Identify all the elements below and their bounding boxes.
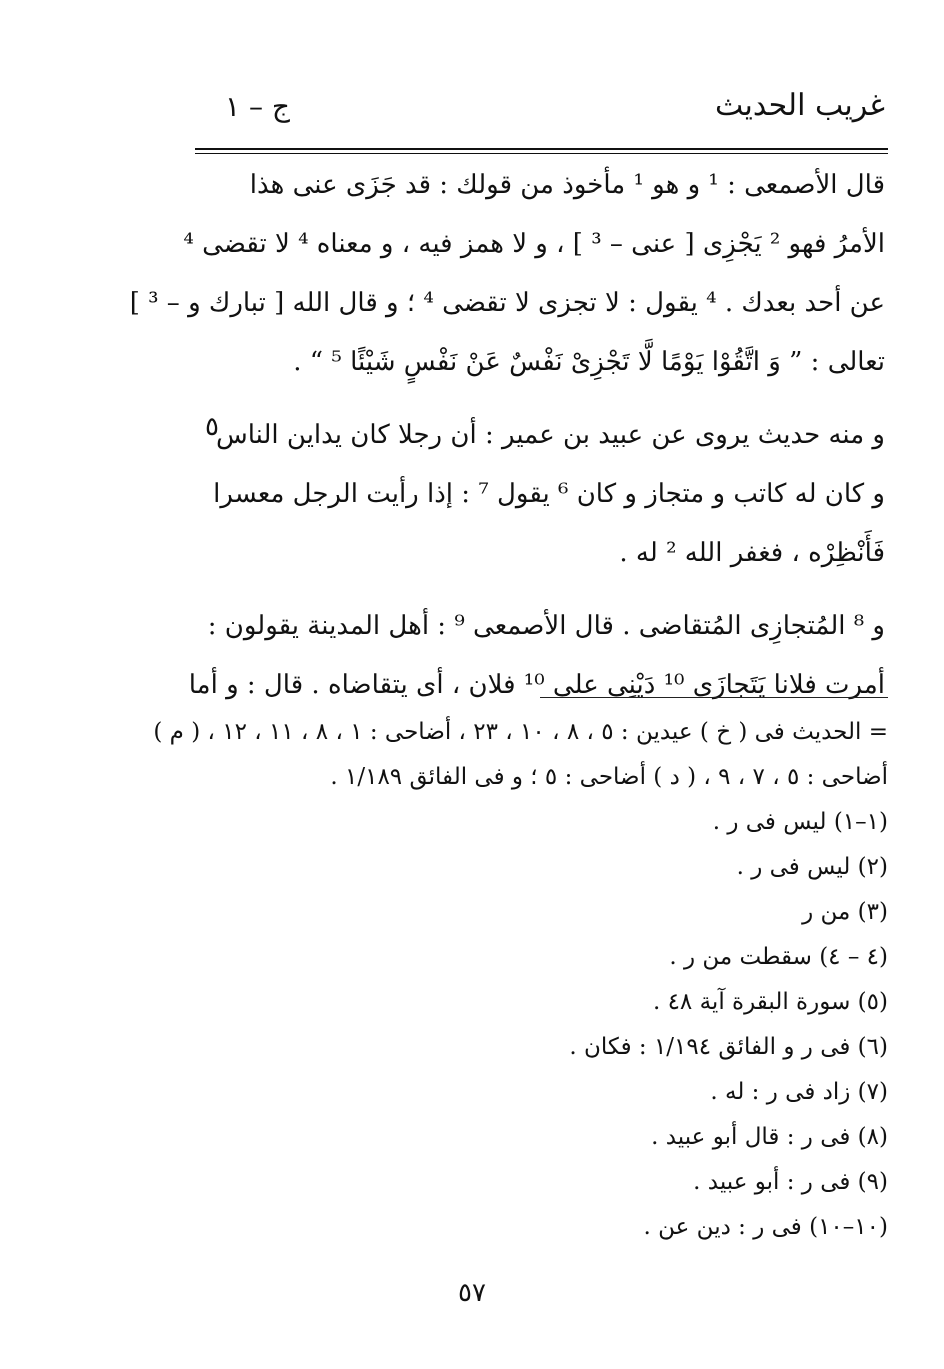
running-head [195, 88, 885, 138]
text-line: و منه حديث يروى عن عبيد بن عمير : أن رجلا كان يداين الناس [215, 420, 885, 450]
footnote-line: أضاحى : ٥ ، ٧ ، ٩ ، ( د ) أضاحى : ٥ ؛ و فى الفائق ١/١٨٩ . [330, 764, 888, 790]
footnote-line: (١–١) ليس فى ر . [712, 809, 888, 835]
footnote-line: (١٠–١٠) فى ر : دين عن . [643, 1214, 888, 1240]
page-number: ٥٧ [458, 1278, 486, 1308]
line-number-marker: ٥ [205, 412, 219, 442]
footnote-line: (٨) فى ر : قال أبو عبيد . [651, 1124, 888, 1150]
volume-number: ج – ١ [225, 90, 290, 123]
footnote-line: = الحديث فى ( خ ) عيدين : ٥ ، ٨ ، ١٠ ، ٢٣ ، أضاحى : ١ ، ٨ ، ١١ ، ١٢ ، ( م ) [153, 719, 888, 745]
text-line: عن أحد بعدك . ⁴ يقول : لا تجزى لا تقضى ⁴ ؛ و قال الله [ تبارك و – ³ ] [129, 288, 885, 318]
footnote-line: (٦) فى ر و الفائق ١/١٩٤ : فكان . [569, 1034, 888, 1060]
footnote-line: (٣) من ر [802, 899, 888, 925]
text-line: الأمرُ فهو ² يَجْزِى [ عنى – ³ ] ، و لا همز فيه ، و معناه ⁴ لا تقضى ⁴ [183, 229, 885, 259]
text-line: قال الأصمعى : ¹ و هو ¹ مأخوذ من قولك : قد جَزَى عنى هذا [249, 170, 885, 200]
text-line: تعالى : ” وَ اتَّقُوْا يَوْمًا لَّا تَجْزِىْ نَفْسٌ عَنْ نَفْسٍ شَيْئًا ⁵ “ . [293, 347, 885, 377]
header-rule [195, 148, 888, 150]
footnote-line: (٩) فى ر : أبو عبيد . [693, 1169, 888, 1195]
text-line: و كان له كاتب و متجاز و كان ⁶ يقول ⁷ : إذا رأيت الرجل معسرا [213, 479, 885, 509]
footnote-line: (٥) سورة البقرة آية ٤٨ . [652, 989, 888, 1015]
text-line: أمرت فلانا يَتَجازَى ¹⁰ دَيْنِى على ¹⁰ فلان ، أى يتقاضاه . قال : و أما [188, 670, 885, 700]
book-title: غريب الحديث [715, 88, 885, 123]
main-text [129, 156, 885, 715]
footnote-rule [540, 697, 888, 698]
text-line: و ⁸ المُتجازِى المُتقاضى . قال الأصمعى ⁹ : أهل المدينة يقولون : [207, 611, 885, 641]
footnote-line: (٧) زاد فى ر : له . [710, 1079, 888, 1105]
footnotes [153, 710, 888, 1250]
footnote-line: (٢) ليس فى ر . [736, 854, 888, 880]
text-line: فَأَنْظِرْه ، فغفر الله ² له . [619, 538, 885, 568]
footnote-line: (٤ – ٤) سقطت من ر . [669, 944, 888, 970]
header-rule-thin [195, 153, 888, 154]
